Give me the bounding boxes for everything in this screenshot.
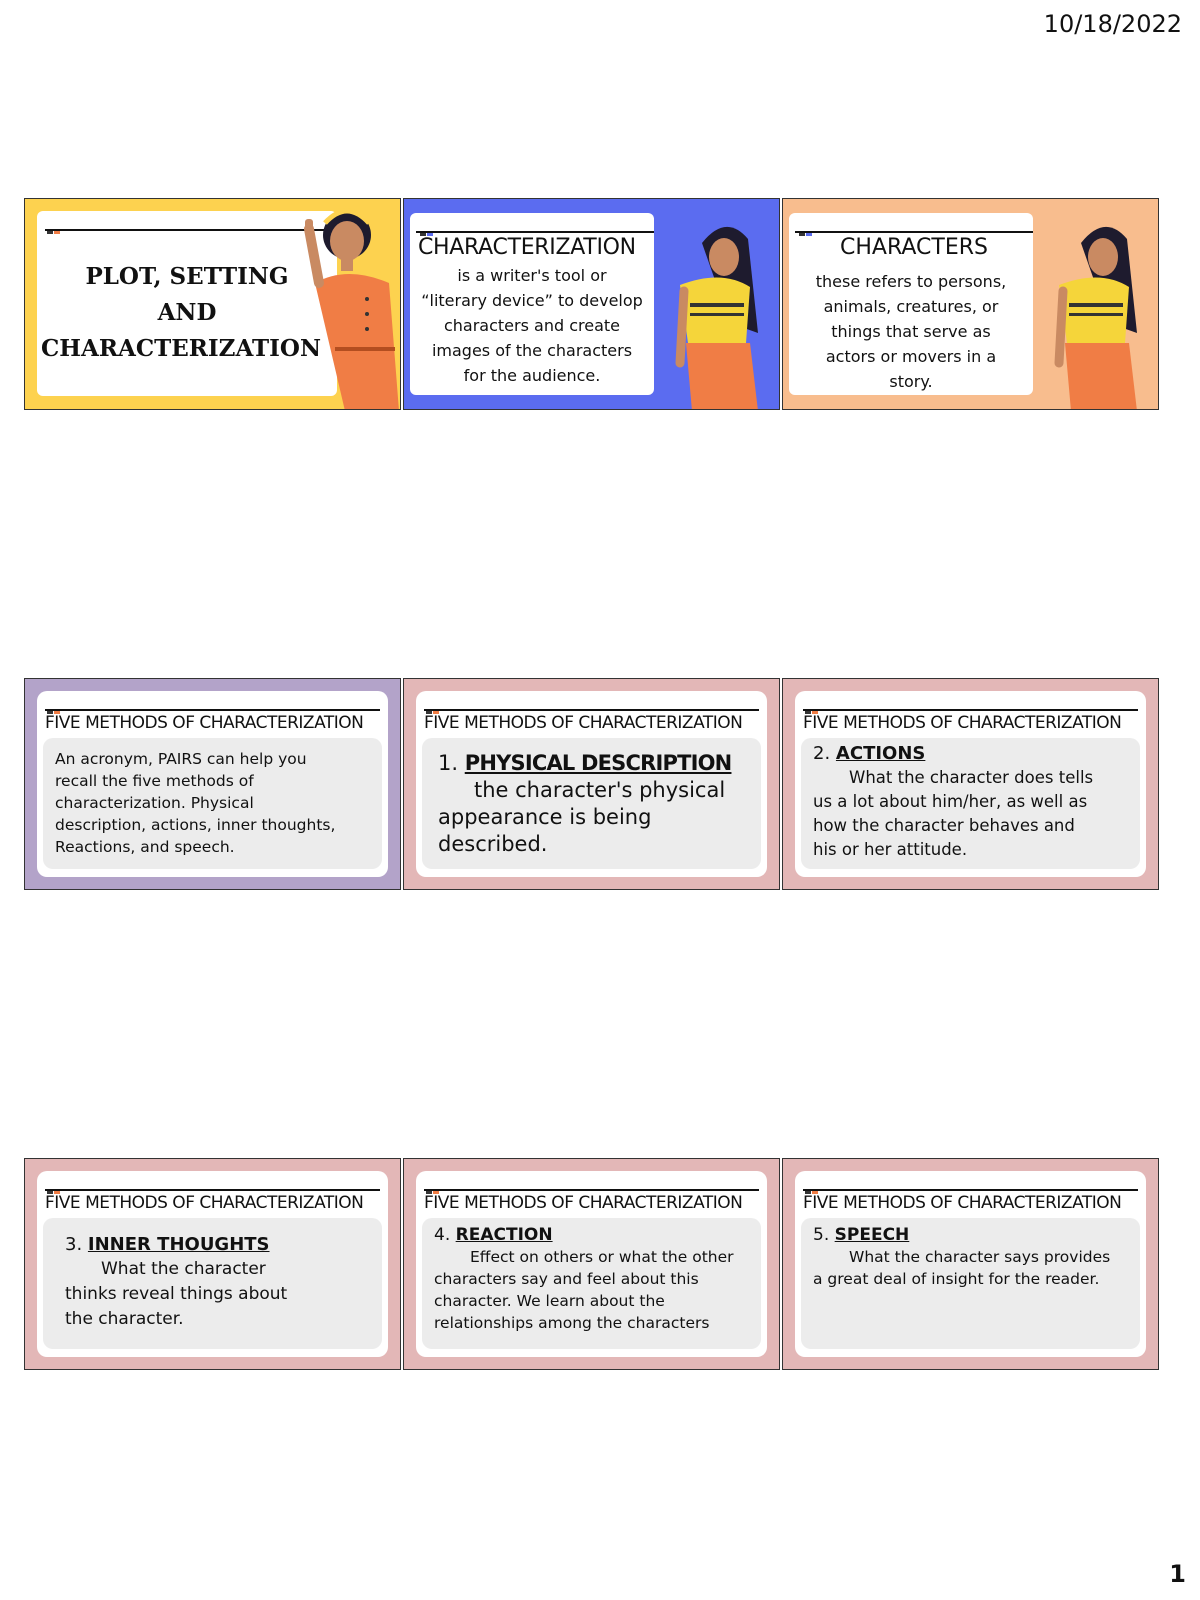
slide-methods-intro: [24, 678, 401, 890]
text-line: a great deal of insight for the reader.: [813, 1270, 1100, 1288]
divider: [803, 709, 1138, 711]
text-line: [65, 1257, 370, 1282]
method-name: SPEECH: [834, 1225, 910, 1245]
title-line: AND: [157, 299, 217, 326]
text-line: [438, 777, 749, 804]
slide-card: [37, 1171, 388, 1357]
slide-speech: [782, 1158, 1159, 1370]
method-heading: [813, 1224, 1128, 1246]
text-span: What the character: [101, 1259, 266, 1279]
slide-card: [37, 211, 337, 396]
text-line: thinks reveal things about: [65, 1284, 288, 1304]
slide-characters: [782, 198, 1159, 410]
method-number: 2.: [813, 743, 831, 764]
slide-heading: FIVE METHODS OF CHARACTERIZATION: [424, 713, 743, 733]
slide-body: [422, 1218, 761, 1349]
slide-heading: FIVE METHODS OF CHARACTERIZATION: [803, 1193, 1122, 1213]
text-line: described.: [438, 832, 548, 856]
text-line: description, actions, inner thoughts,: [55, 816, 336, 834]
slide-card: [416, 691, 767, 877]
slide-heading: FIVE METHODS OF CHARACTERIZATION: [424, 1193, 743, 1213]
page-number: 1: [1169, 1560, 1186, 1588]
text-line: images of the characters: [431, 341, 633, 360]
slide-title: [24, 198, 401, 410]
method-name: PHYSICAL DESCRIPTION: [464, 751, 732, 775]
method-number: 5.: [813, 1225, 830, 1245]
slide-dots-icon: [47, 1179, 63, 1183]
text-line: characters and create: [443, 316, 620, 335]
method-number: 3.: [65, 1234, 83, 1255]
text-span: the character's physical: [474, 778, 726, 802]
slide-card: [795, 1171, 1146, 1357]
slide-physical-description: [403, 678, 780, 890]
text-line: [813, 1246, 1128, 1268]
divider: [424, 709, 759, 711]
slide-text: [410, 263, 654, 388]
text-span: What the character does tells: [849, 768, 1094, 787]
text-line: his or her attitude.: [813, 840, 968, 859]
slide-card: [37, 691, 388, 877]
slide-dots-icon: [47, 699, 63, 703]
slide-dots-icon: [426, 699, 442, 703]
slide-body: [801, 738, 1140, 869]
slide-body: [801, 1218, 1140, 1349]
slide-body: [43, 1218, 382, 1349]
text-line: things that serve as: [831, 322, 991, 341]
slide-inner-thoughts: [24, 1158, 401, 1370]
slide-heading: FIVE METHODS OF CHARACTERIZATION: [45, 1193, 364, 1213]
slide-dots-icon: [805, 699, 821, 703]
slide-dots-icon: [805, 1179, 821, 1183]
method-heading: [434, 1224, 749, 1246]
text-line: is a writer's tool or: [457, 266, 607, 285]
print-date: 10/18/2022: [1043, 10, 1182, 38]
text-line: actors or movers in a: [825, 347, 997, 366]
slide-card: [795, 691, 1146, 877]
text-line: characterization. Physical: [55, 794, 254, 812]
divider: [45, 709, 380, 711]
text-span: What the character says provides: [849, 1248, 1111, 1266]
method-number: 1.: [438, 751, 459, 775]
slide-heading: FIVE METHODS OF CHARACTERIZATION: [45, 713, 364, 733]
woman-standing-illustration: [1045, 213, 1155, 410]
text-line: Reactions, and speech.: [55, 838, 235, 856]
woman-standing-illustration: [666, 213, 776, 410]
slide-card: [410, 213, 654, 395]
method-heading: [65, 1232, 370, 1257]
title-line: PLOT, SETTING: [85, 263, 289, 290]
method-name: ACTIONS: [835, 743, 926, 764]
text-line: the character.: [65, 1309, 184, 1329]
text-line: An acronym, PAIRS can help you: [55, 750, 307, 768]
text-line: characters say and feel about this: [434, 1270, 699, 1288]
text-line: relationships among the characters: [434, 1314, 710, 1332]
text-line: animals, creatures, or: [823, 297, 999, 316]
text-line: recall the five methods of: [55, 772, 254, 790]
divider: [45, 1189, 380, 1191]
slide-actions: [782, 678, 1159, 890]
slide-card: [789, 213, 1033, 395]
text-line: us a lot about him/her, as well as: [813, 792, 1088, 811]
slide-dots-icon: [47, 219, 63, 223]
divider: [416, 231, 654, 233]
text-line: [813, 766, 1128, 790]
slide-dots-icon: [420, 221, 436, 225]
slide-dots-icon: [799, 221, 815, 225]
method-number: 4.: [434, 1225, 451, 1245]
text-line: “literary device” to develop: [421, 291, 643, 310]
text-line: these refers to persons,: [815, 272, 1007, 291]
divider: [45, 229, 337, 231]
method-heading: [813, 742, 1128, 766]
slide-text: [789, 269, 1033, 394]
text-line: story.: [889, 372, 933, 391]
method-name: INNER THOUGHTS: [87, 1234, 270, 1255]
text-span: Effect on others or what the other: [470, 1248, 734, 1266]
slide-card: [416, 1171, 767, 1357]
text-line: how the character behaves and: [813, 816, 1075, 835]
divider: [424, 1189, 759, 1191]
text-line: for the audience.: [463, 366, 601, 385]
text-line: [434, 1246, 749, 1268]
slide-heading: CHARACTERIZATION: [418, 235, 636, 260]
slide-characterization: [403, 198, 780, 410]
text-line: character. We learn about the: [434, 1292, 665, 1310]
title-line: CHARACTERIZATION: [41, 335, 321, 362]
slide-heading: FIVE METHODS OF CHARACTERIZATION: [803, 713, 1122, 733]
method-heading: [438, 750, 749, 777]
slide-dots-icon: [426, 1179, 442, 1183]
slide-reaction: [403, 1158, 780, 1370]
divider: [803, 1189, 1138, 1191]
slide-body: [422, 738, 761, 869]
presentation-title: [37, 259, 337, 367]
slide-body: [43, 738, 382, 869]
method-name: REACTION: [455, 1225, 553, 1245]
slide-heading: CHARACTERS: [840, 235, 988, 260]
text-line: appearance is being: [438, 805, 652, 829]
woman-pointing-illustration: [295, 199, 401, 410]
divider: [795, 231, 1033, 233]
